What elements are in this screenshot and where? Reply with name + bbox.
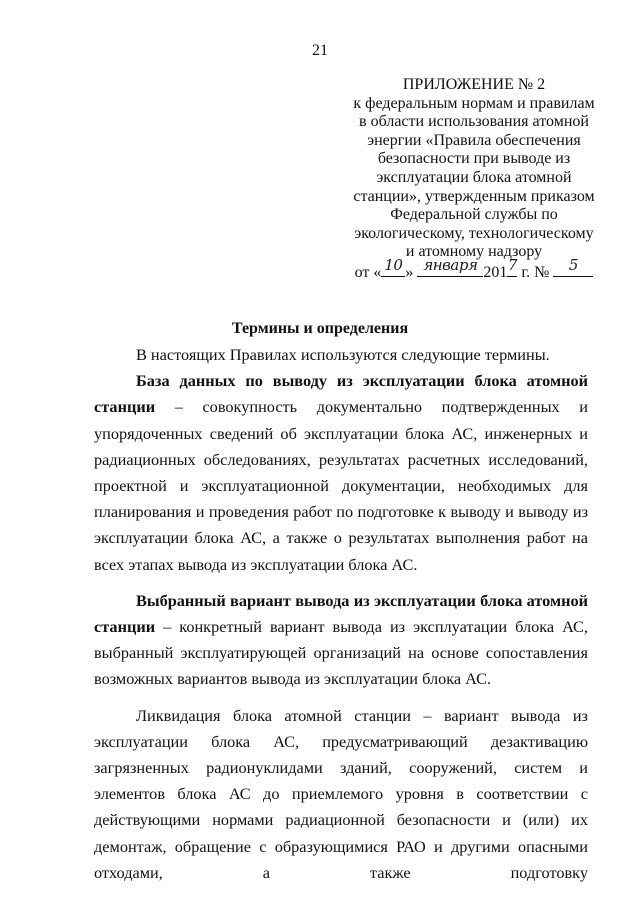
date-prefix: от « [354, 263, 382, 281]
appendix-line: к федеральным нормам и правилам [353, 94, 595, 112]
handwritten-month: января [423, 256, 478, 275]
order-number-field [553, 256, 593, 277]
document-body [94, 342, 588, 886]
appendix-line: энергии «Правила обеспечения [367, 131, 581, 149]
appendix-line: экологическому, технологическому [354, 224, 594, 242]
defined-term: База данных по выводу из эксплуатации блока атомной станции [94, 371, 588, 417]
definition-paragraph [94, 703, 588, 886]
appendix-line: эксплуатации блока атомной [376, 168, 572, 186]
handwritten-order-number: 5 [568, 256, 578, 275]
definition-text: – совокупность документально подтвержденных и упорядоченных сведений об эксплуатации блока АС, инженерных и радиационных обследованиях, результатах расчетных исследований, проектной и эксплуатационной документации, необходимых для планирования и проведения работ по подготовке к выводу и выводу из эксплуатации блока АС, а также о результатах выполнения работ на всех этапах вывода из эксплуатации блока АС. [94, 397, 588, 574]
order-date-line [348, 256, 600, 283]
intro-paragraph: В настоящих Правилах используются следующие термины. [136, 345, 550, 364]
date-mid: » [405, 263, 418, 281]
appendix-line: ПРИЛОЖЕНИЕ № 2 [402, 76, 546, 93]
definition-text: – конкретный вариант вывода из эксплуатации блока АС, выбранный эксплуатирующей организаций на основе сопоставления возможных вариантов вывода из эксплуатации блока АС. [94, 617, 588, 689]
page-number: 21 [312, 42, 328, 59]
appendix-line: Федеральной службы по [390, 206, 558, 224]
section-title: Термины и определения [231, 320, 409, 337]
date-month-field [417, 256, 483, 277]
appendix-header [348, 76, 600, 283]
handwritten-year-digit: 7 [507, 256, 517, 275]
date-day-field [381, 256, 405, 277]
defined-term: Выбранный вариант вывода из эксплуатации блока атомной станции [94, 590, 588, 637]
definition-paragraph [94, 368, 588, 578]
appendix-line: станции», утвержденным приказом [353, 187, 595, 205]
definition-text: Ликвидация блока атомной станции – вариант вывода из эксплуатации блока АС, предусматривающий дезактивацию загрязненных радионуклидами зданий, сооружений, систем и элементов блока АС до приемлемого уровня в соответствии с действующими нормами радиационной безопасности и (или) их демонтаж, обращение с образующимися РАО и другими опасными отходами, а также подготовку [94, 705, 588, 882]
definition-paragraph [94, 588, 588, 693]
date-suffix: г. № [517, 263, 554, 281]
appendix-line: в области использования атомной [359, 113, 589, 131]
appendix-line: безопасности при выводе из [377, 150, 571, 168]
handwritten-day: 10 [384, 256, 403, 275]
date-year-prefix: 201 [483, 263, 508, 281]
appendix-line: и атомному надзору [405, 243, 543, 261]
date-year-field [507, 256, 517, 277]
